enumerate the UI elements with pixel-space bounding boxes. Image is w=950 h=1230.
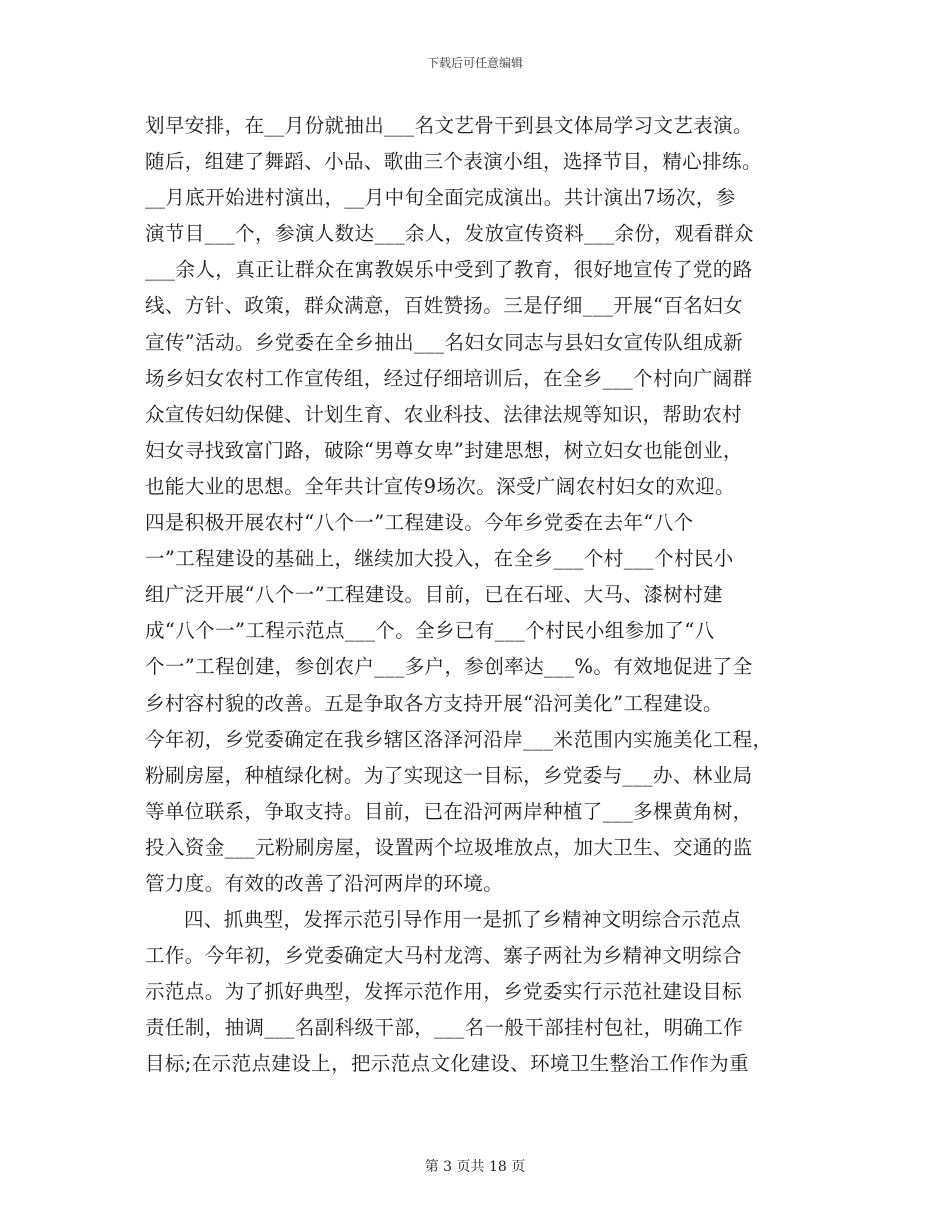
text-line: 众宣传妇幼保健、计划生育、农业科技、法律法规等知识，帮助农村 bbox=[145, 402, 743, 426]
text-line: 等单位联系，争取支持。目前，已在沿河两岸种植了___多棵黄角树， bbox=[145, 799, 753, 823]
text-line: 组广泛开展“八个一”工程建设。目前，已在石垭、大马、漆树村建 bbox=[145, 583, 723, 607]
text-line: 划早安排，在__月份就抽出___名文艺骨干到县文体局学习文艺表演。 bbox=[145, 114, 753, 137]
paragraph-first-line: 四、抓典型，发挥示范引导作用一是抓了乡精神文明综合示范点 bbox=[184, 908, 742, 932]
text-line: 一”工程建设的基础上，继续加大投入，在全乡___个村___个村民小 bbox=[145, 547, 734, 571]
text-line: __月底开始进村演出，__月中旬全面完成演出。共计演出7场次，参 bbox=[145, 186, 736, 210]
text-line: 也能大业的思想。全年共计宣传9场次。深受广阔农村妇女的欢迎。 bbox=[145, 474, 735, 498]
document-body bbox=[145, 108, 825, 1083]
text-line: 粉刷房屋，种植绿化树。为了实现这一目标，乡党委与___办、林业局 bbox=[145, 763, 753, 787]
text-line: 随后，组建了舞蹈、小品、歌曲三个表演小组，选择节目，精心排练。 bbox=[145, 150, 762, 174]
text-line: 场乡妇女农村工作宣传组，经过仔细培训后，在全乡___个村向广阔群 bbox=[145, 366, 753, 390]
text-line: 个一”工程创建，参创农户___多户，参创率达___%。有效地促进了全 bbox=[145, 655, 753, 679]
text-line: 目标;在示范点建设上，把示范点文化建设、环境卫生整治工作作为重 bbox=[145, 1052, 749, 1076]
text-line: 妇女寻找致富门路，破除“男尊女卑”封建思想，树立妇女也能创业， bbox=[145, 438, 743, 462]
text-line: 责任制，抽调___名副科级干部，___名一般干部挂村包社，明确工作 bbox=[145, 1016, 744, 1040]
text-line: 宣传”活动。乡党委在全乡抽出___名妇女同志与县妇女宣传队组成新 bbox=[145, 330, 744, 354]
text-line: ___余人，真正让群众在寓教娱乐中受到了教育，很好地宣传了党的路 bbox=[145, 258, 753, 282]
text-line: 线、方针、政策，群众满意，百姓赞扬。三是仔细___开展“百名妇女 bbox=[145, 294, 744, 318]
text-line: 演节目___个，参演人数达___余人，发放宣传资料___余份，观看群众 bbox=[145, 222, 754, 246]
text-line: 投入资金___元粉刷房屋，设置两个垃圾堆放点，加大卫生、交通的监 bbox=[145, 835, 753, 859]
text-line: 管力度。有效的改善了沿河两岸的环境。 bbox=[145, 871, 504, 895]
page-header: 下载后可任意编辑 bbox=[426, 56, 523, 70]
text-line: 四是积极开展农村“八个一”工程建设。今年乡党委在去年“八个 bbox=[145, 511, 694, 535]
text-line: 工作。今年初，乡党委确定大马村龙湾、寨子两社为乡精神文明综合 bbox=[145, 944, 743, 968]
page-number: 第 3 页共 18 页 bbox=[424, 1159, 526, 1175]
text-line: 示范点。为了抓好典型，发挥示范作用，乡党委实行示范社建设目标 bbox=[145, 980, 743, 1004]
text-line: 乡村容村貌的改善。五是争取各方支持开展“沿河美化”工程建设。 bbox=[145, 691, 723, 715]
text-line: 今年初，乡党委确定在我乡辖区洛泽河沿岸___米范围内实施美化工程， bbox=[145, 727, 773, 751]
text-line: 成“八个一”工程示范点___个。全乡已有___个村民小组参加了“八 bbox=[145, 619, 715, 643]
